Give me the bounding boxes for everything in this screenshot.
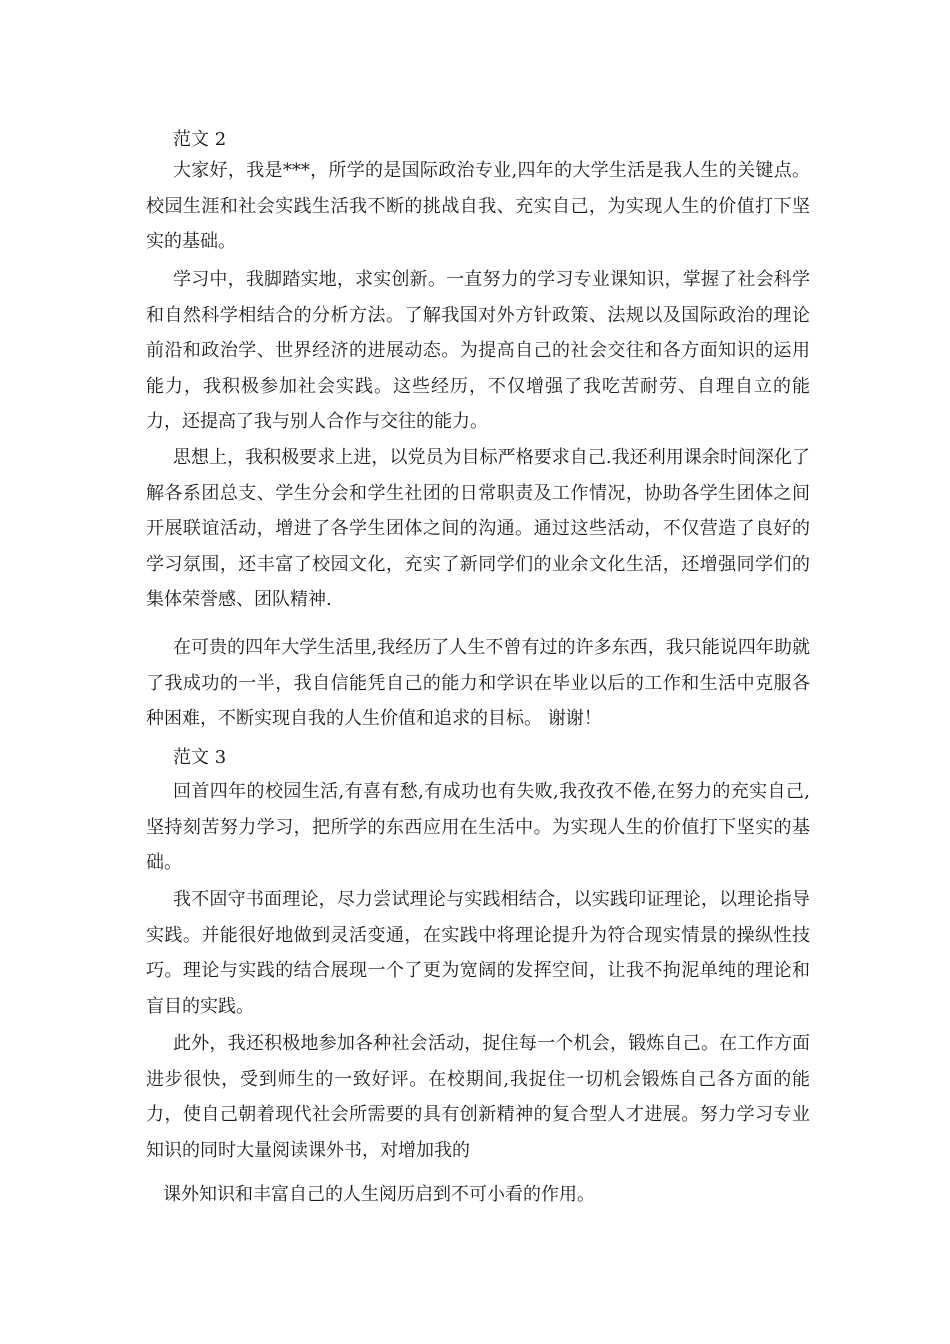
- paragraph-activities: 此外，我还积极地参加各种社会活动，捉住每一个机会，锻炼自己。在工作方面进步很快，受到师生的一致好评。在校期间,我捉住一切机会锻炼自己各方面的能力，使自己朝着现代社会所需要的具有创新精神的复合型人才进展。努力学习专业知识的同时大量阅读课外书，对增加我的: [146, 1033, 810, 1161]
- paragraph-review: 回首四年的校园生活,有喜有愁,有成功也有失败,我孜孜不倦,在努力的充实自己,坚持刻苦努力学习，把所学的东西应用在生活中。为实现人生的价值打下坚实的基础。: [146, 781, 810, 874]
- section-heading-3: 范文 3: [173, 747, 227, 768]
- section-heading-2: 范文 2: [173, 129, 227, 150]
- trailing-line: 课外知识和丰富自己的人生阅历启到不可小看的作用。: [163, 1184, 595, 1205]
- paragraph-practice: 我不固守书面理论，尽力尝试理论与实践相结合，以实践印证理论，以理论指导实践。并能很好地做到灵活变通，在实践中将理论提升为符合现实情景的操纵性技巧。理论与实践的结合展现一个了更为宽阔的发挥空间，让我不拘泥单纯的理论和盲目的实践。: [146, 889, 810, 1017]
- paragraph-study: 学习中，我脚踏实地，求实创新。一直努力的学习专业课知识，掌握了社会科学和自然科学相结合的分析方法。了解我国对外方针政策、法规以及国际政治的理论前沿和政治学、世界经济的进展动态。为提高自己的社会交往和各方面知识的运用能力，我积极参加社会实践。这些经历，不仅增强了我吃苦耐劳、自理自立的能力，还提高了我与别人合作与交往的能力。: [146, 269, 810, 433]
- paragraph-thought: 思想上，我积极要求上进，以党员为目标严格要求自己.我还利用课余时间深化了解各系团总支、学生分会和学生社团的日常职责及工作情况，协助各学生团体之间开展联谊活动，增进了各学生团体之间的沟通。通过这些活动，不仅营造了良好的学习氛围，还丰富了校园文化，充实了新同学们的业余文化生活，还增强同学们的集体荣誉感、团队精神.: [146, 447, 810, 611]
- paragraph-conclusion: 在可贵的四年大学生活里,我经历了人生不曾有过的许多东西，我只能说四年助就了我成功的一半，我自信能凭自己的能力和学识在毕业以后的工作和生活中克服各种困难，不断实现自我的人生价值和追求的目标。 谢谢！: [146, 637, 810, 730]
- paragraph-intro: 大家好，我是***，所学的是国际政治专业,四年的大学生活是我人生的关键点。校园生涯和社会实践生活我不断的挑战自我、充实自己，为实现人生的价值打下坚实的基础。: [146, 160, 810, 253]
